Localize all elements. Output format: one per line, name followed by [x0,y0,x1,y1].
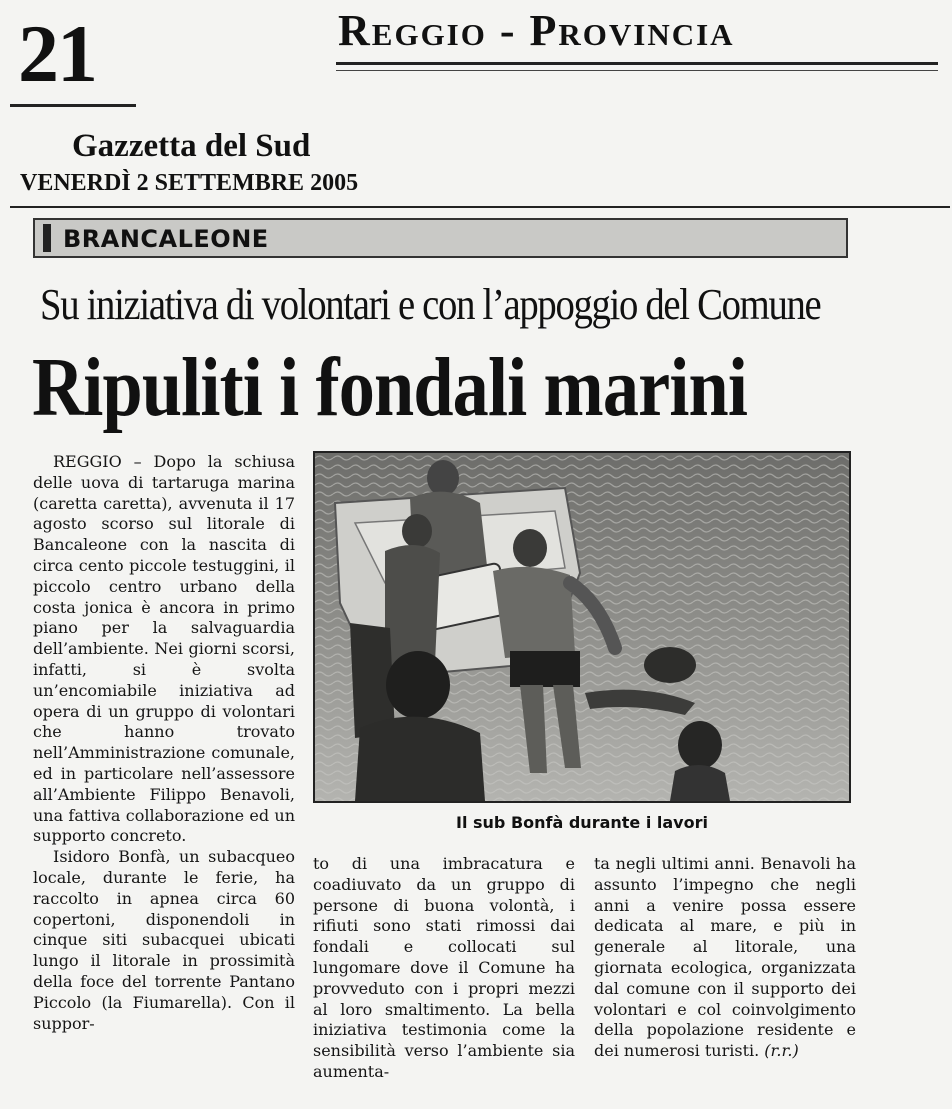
section-title: Reggio - Provincia [338,6,735,55]
article-paragraph: REGGIO – Dopo la schiusa delle uova di tartaruga marina (caretta caretta), avvenuta il 17 agosto scorso sul litorale di Bancaleone con la nascita di circa cento piccole testuggini, il piccolo centro urbano della costa jonica è ancora in primo piano per la salvaguardia dell’ambiente. Nei giorni scorsi, infatti, si è svolta un’encomiabile iniziativa ad opera di un gruppo di volontari che hanno trovato nell’Amministrazione comunale, ed in particolare nell’assessore all’Ambiente Filippo Benavoli, una fattiva collaborazione ed un supporto concreto. [33,452,295,846]
article-paragraph: Isidoro Bonfà, un subacqueo locale, durante le ferie, ha raccolto in apnea circa 60 copertoni, disponendoli in cinque siti subacquei ubicati lungo il litorale in prossimità della foce del torrente Pantano Piccolo (la Fiumarella). Con il suppor- [33,847,295,1033]
press-photo-icon [315,453,849,801]
article-paragraph [594,854,856,1062]
subheadline: Su iniziativa di volontari e con l’appoggio del Comune [40,280,821,329]
newspaper-name: Gazzetta del Sud [72,128,311,164]
article-paragraph-text: ta negli ultimi anni. Benavoli ha assunto l’impegno che negli anni a venire possa essere dedicata al mare, e più in generale al litorale, una giornata ecologica, organizzata dal comune con il supporto dei volontari e col coinvolgimento della popolazione residente e dei numerosi turisti. [594,854,856,1061]
section-rule-thin [336,70,938,71]
page-number: 21 [18,8,96,99]
article-column-2 [313,854,575,1083]
header-divider [10,206,950,208]
author-signature: (r.r.) [764,1041,799,1061]
article-column-1 [33,452,295,1034]
section-rule [336,62,938,65]
kicker: BRANCALEONE [63,225,269,253]
edition-date: VENERDÌ 2 SETTEMBRE 2005 [20,170,359,196]
article-photo [313,451,851,803]
headline: Ripuliti i fondali marini [32,341,748,434]
article-column-3 [594,854,856,1062]
photo-caption: Il sub Bonfà durante i lavori [456,813,708,832]
article-paragraph: to di una imbracatura e coadiuvato da un gruppo di persone di buona volontà, i rifiuti sono stati rimossi dai fondali e collocati sul lungomare dove il Comune ha provveduto con i propri mezzi al loro smaltimento. La bella iniziativa testimonia come la sensibilità verso l’ambiente sia aumenta- [313,854,575,1081]
kicker-box [33,218,848,258]
page-number-rule [10,104,136,107]
